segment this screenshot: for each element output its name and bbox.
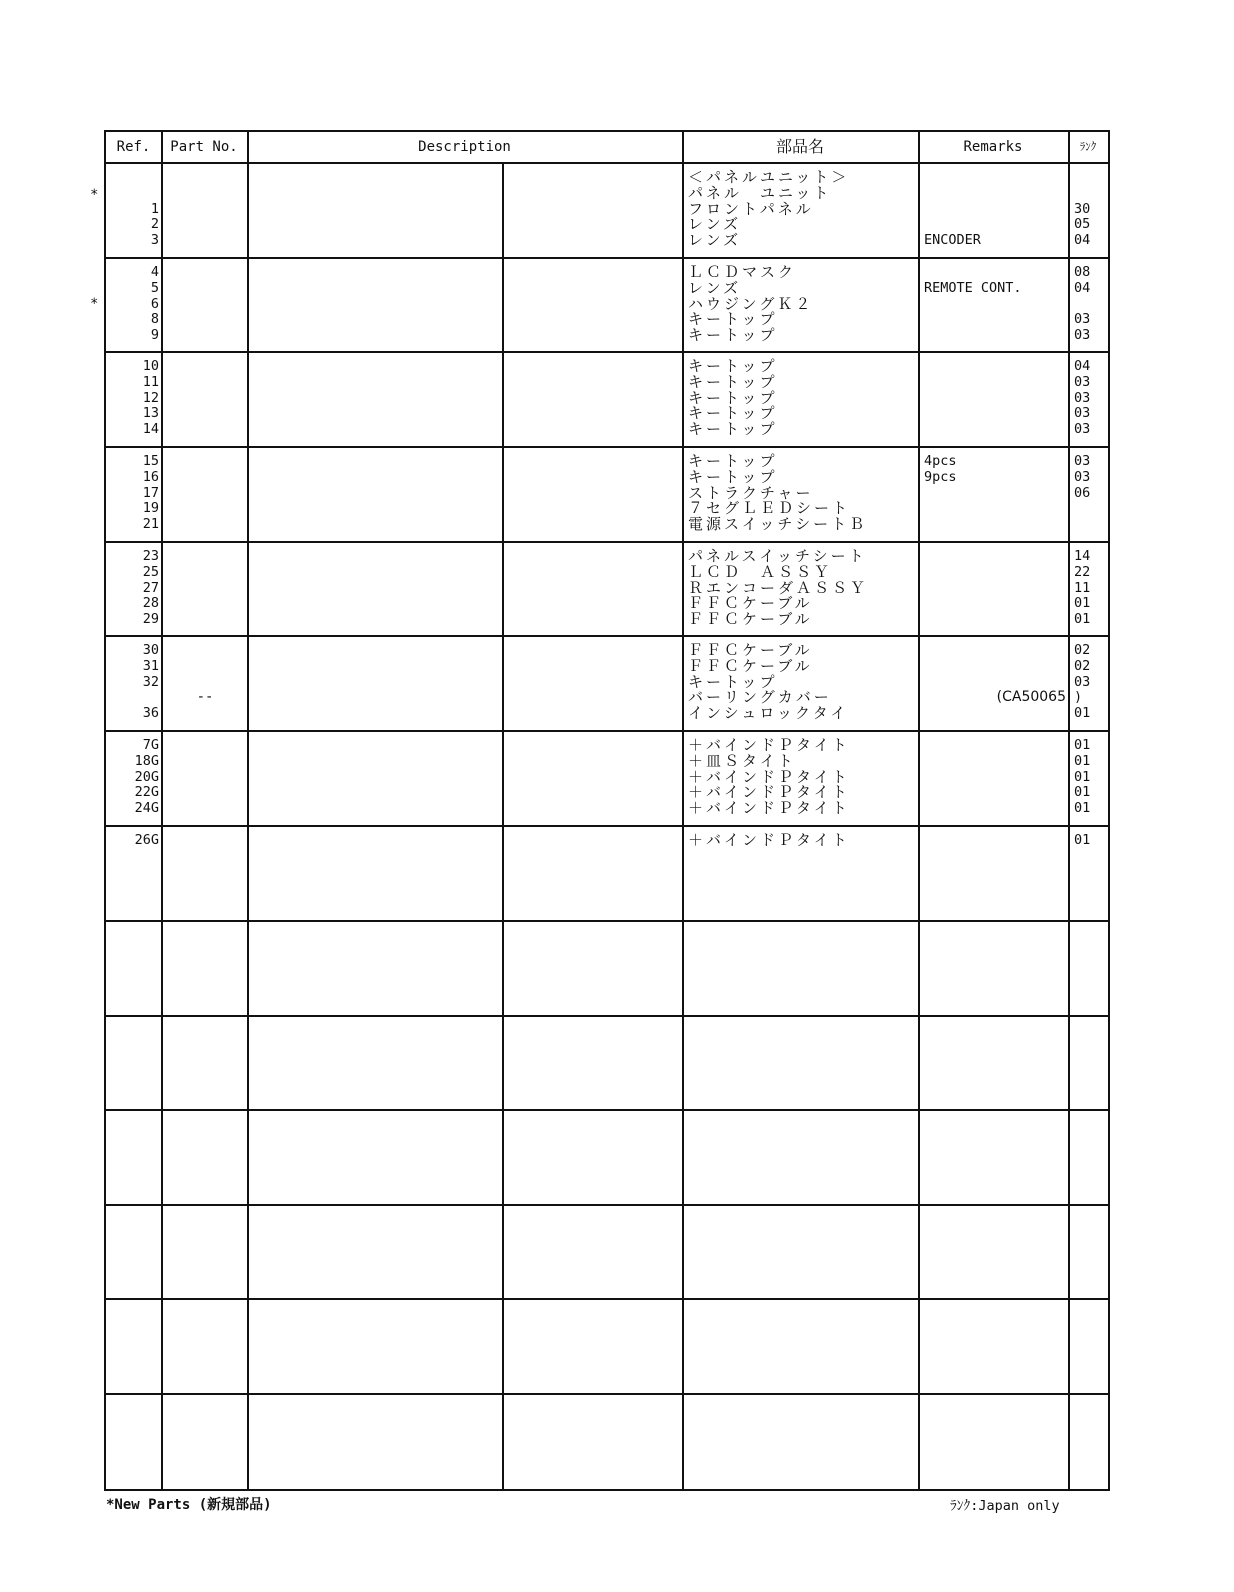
table-rule (104, 1015, 1108, 1017)
table-rule (104, 1109, 1108, 1111)
ref-numbers: 23 25 27 28 29 (142, 548, 159, 628)
table-rule (682, 130, 684, 1489)
jp-part-names: キートップ キートップ キートップ キートップ キートップ (688, 357, 778, 439)
rank-codes: 04 03 03 03 03 (1074, 358, 1091, 438)
table-rule (104, 351, 1108, 353)
rank-codes: 01 01 01 01 01 (1074, 737, 1091, 817)
footer-new-parts: *New Parts (新規部品) (106, 1497, 272, 1513)
ref-numbers: 15 16 17 19 21 (142, 453, 159, 533)
jp-part-names: パネルスイッチシート ＬＣＤ ＡＳＳＹ ＲエンコーダＡＳＳＹ ＦＦＣケーブル ＦＦＣケーブル (688, 547, 869, 629)
header-ref: Ref. (116, 139, 151, 155)
rank-codes: 08 04 03 03 (1074, 264, 1091, 344)
jp-part-names: ＋バインドＰタイト (688, 831, 850, 849)
table-rule (104, 130, 1108, 132)
table-rule (104, 1298, 1108, 1300)
table-rule (104, 162, 1108, 164)
table-rule (104, 1489, 1108, 1491)
header-part-no: Part No. (170, 139, 238, 155)
header-rank: ﾗﾝｸ (1079, 140, 1097, 153)
rank-codes: 14 22 11 01 01 (1074, 548, 1091, 628)
jp-part-names: キートップ キートップ ストラクチャー ７セグＬＥＤシート 電源スイッチシートＢ (688, 452, 868, 534)
table-rule (104, 920, 1108, 922)
header-remarks: Remarks (963, 139, 1023, 155)
table-rule (104, 130, 106, 1489)
ref-numbers: 26G (134, 832, 159, 848)
table-rule (104, 257, 1108, 259)
table-rule (104, 1204, 1108, 1206)
part-no-dash: -- (196, 689, 214, 705)
table-rule (104, 635, 1108, 637)
table-rule (104, 541, 1108, 543)
remarks: ENCODER (924, 232, 981, 249)
header-jp-name: 部品名 (775, 137, 824, 156)
table-rule (104, 825, 1108, 827)
rank-codes: 01 (1074, 832, 1091, 848)
remarks: REMOTE CONT. (924, 279, 1022, 296)
jp-part-names: ＜パネルユニット＞ パネル ユニット フロントパネル レンズ レンズ (688, 168, 850, 250)
jp-part-names: ＬＣＤマスク レンズ ハウジングＫ２ キートップ キートップ (688, 263, 814, 345)
ref-numbers: 7G 18G 20G 22G 24G (134, 737, 159, 817)
table-rule (1068, 130, 1070, 1489)
table-rule (104, 1393, 1108, 1395)
table-rule (1108, 130, 1110, 1491)
ref-numbers: 1 2 3 (150, 200, 159, 249)
header-description: Description (418, 139, 511, 155)
footer-rank-note: ﾗﾝｸ:Japan only (950, 1498, 1060, 1514)
table-rule (104, 446, 1108, 448)
rank-codes: 30 05 04 (1074, 200, 1091, 249)
new-part-marker: * (90, 296, 99, 312)
rank-codes: 03 03 06 (1074, 453, 1091, 501)
table-rule (918, 130, 920, 1489)
remarks: 4pcs 9pcs (924, 453, 957, 485)
table-rule (161, 130, 163, 1489)
table-rule (247, 130, 249, 1489)
jp-part-names: ＦＦＣケーブル ＦＦＣケーブル キートップ バーリングカバー インシュロックタイ (688, 641, 849, 723)
table-rule (502, 162, 504, 1489)
rank-codes: 02 02 03 ) 01 (1074, 642, 1091, 722)
new-part-marker: * (90, 187, 99, 203)
ref-numbers: 30 31 32 36 (142, 642, 159, 722)
remark-code: (CA50065 (996, 689, 1066, 705)
jp-part-names: ＋バインドＰタイト ＋皿Ｓタイト ＋バインドＰタイト ＋バインドＰタイト ＋バインドＰタイト (688, 736, 850, 818)
ref-numbers: 4 5 6 8 9 (150, 264, 159, 344)
ref-numbers: 10 11 12 13 14 (142, 358, 159, 438)
table-rule (104, 730, 1108, 732)
